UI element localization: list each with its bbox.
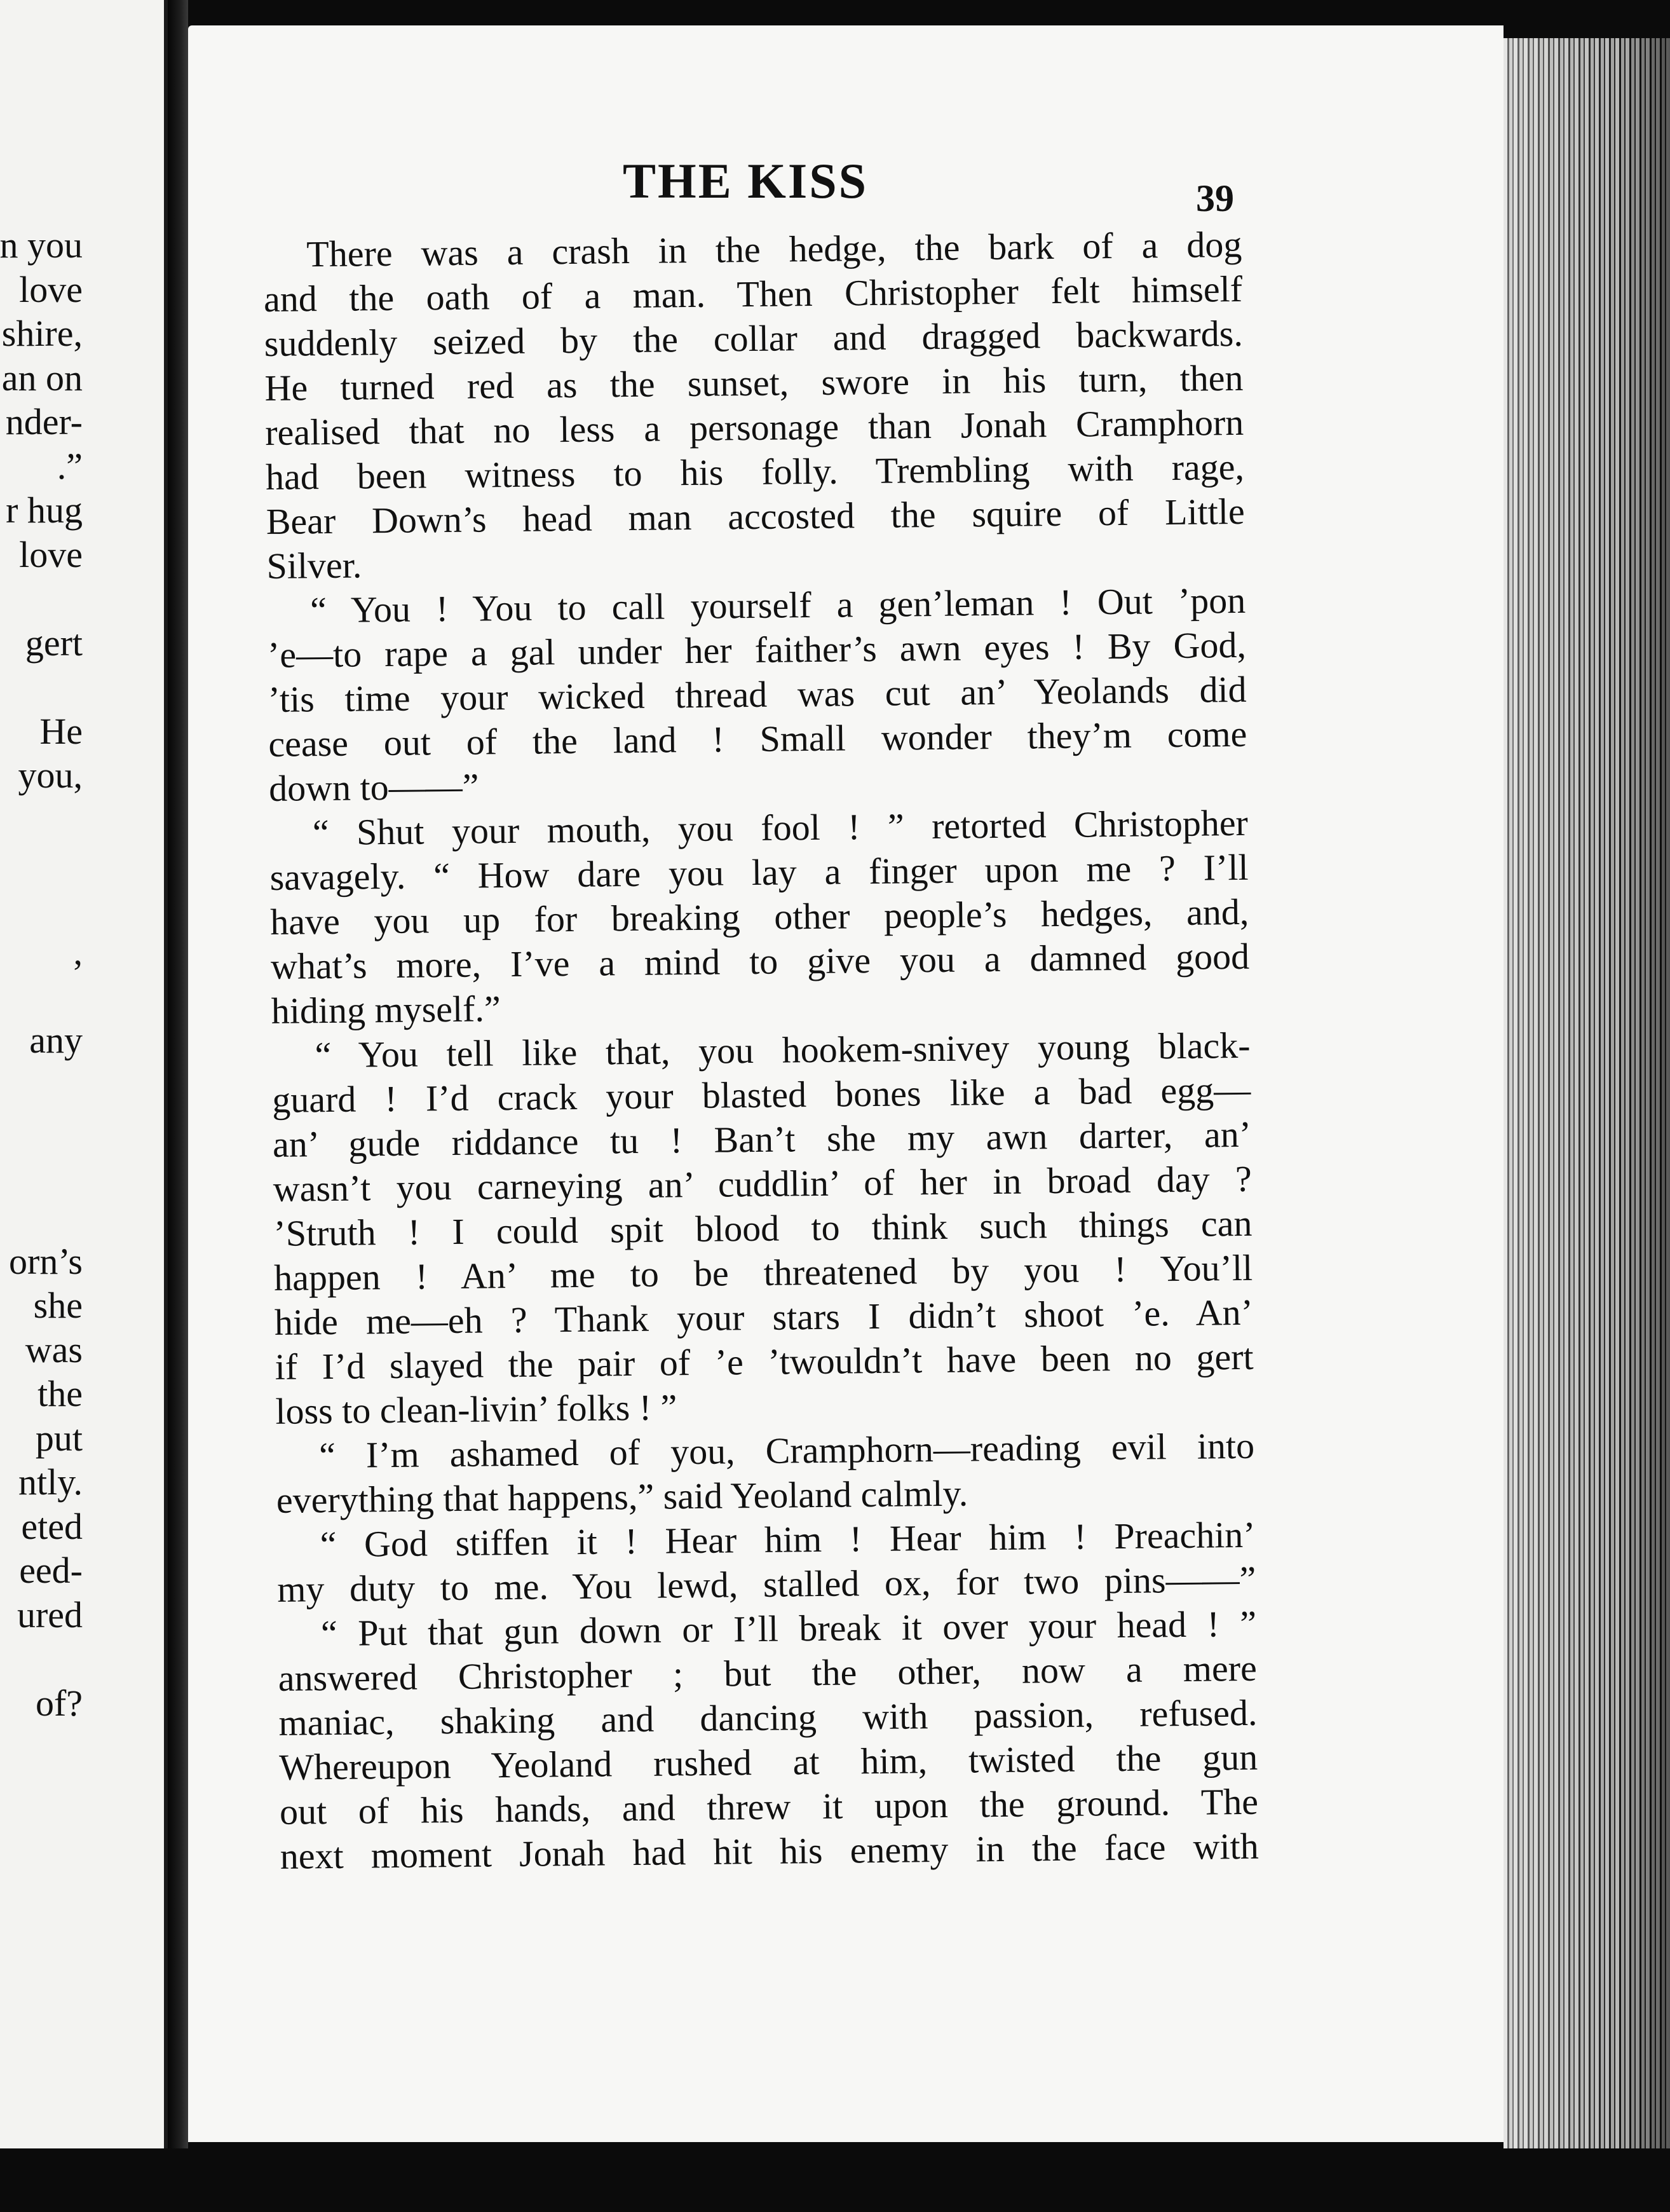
- text-line: “ Put that gun down or I’ll break it over your head ! ”: [320, 1602, 1257, 1655]
- text-line: hide me—eh ? Thank your stars I didn’t shoot ’e. An’: [274, 1291, 1254, 1343]
- previous-page-line: you,: [18, 754, 83, 796]
- text-line: and the oath of a man. Then Christopher felt himself: [263, 268, 1243, 320]
- text-line: Bear Down’s head man accosted the squire of Little: [266, 490, 1246, 542]
- previous-page-line: put: [35, 1417, 83, 1459]
- previous-page-line: was: [25, 1328, 83, 1370]
- text-line: “ You ! You to call yourself a gen’leman ! Out ’pon: [309, 579, 1246, 631]
- text-line: what’s more, I’ve a mind to give you a damned good: [270, 935, 1250, 987]
- text-line: “ I’m ashamed of you, Cramphorn—reading evil into: [318, 1424, 1255, 1477]
- previous-page-line: r hug: [6, 489, 83, 531]
- text-line: suddenly seized by the collar and dragged backwards.: [264, 312, 1244, 364]
- page-edges: [1504, 38, 1670, 2161]
- scan-background: [0, 2148, 1670, 2212]
- book-gutter: [168, 0, 188, 2148]
- text-line: guard ! I’d crack your blasted bones like a bad egg—: [271, 1068, 1251, 1121]
- previous-page-line: of?: [35, 1682, 83, 1724]
- text-line: Silver.: [266, 544, 362, 587]
- previous-page-line: nder-: [5, 401, 83, 442]
- text-line: out of his hands, and threw it upon the ground. The: [279, 1780, 1259, 1833]
- previous-page-line: orn’s: [9, 1240, 83, 1282]
- previous-page-line: shire,: [1, 313, 83, 354]
- text-line: hiding myself.”: [271, 988, 501, 1032]
- previous-page-line: eed-: [19, 1550, 83, 1591]
- text-line: have you up for breaking other people’s hedges, and,: [270, 891, 1249, 943]
- text-line: ’tis time your wicked thread was cut an’ Yeolands did: [268, 668, 1247, 720]
- previous-page-line: eted: [21, 1505, 83, 1547]
- text-line: if I’d slayed the pair of ’e ’twouldn’t have been no gert: [275, 1335, 1254, 1388]
- text-line: answered Christopher ; but the other, now a mere: [278, 1647, 1258, 1699]
- previous-page-line: the: [37, 1373, 83, 1414]
- previous-page-line: ntly.: [18, 1461, 83, 1503]
- previous-page-line: an on: [1, 357, 83, 399]
- text-line: an’ gude riddance tu ! Ban’t she my awn darter, an’: [272, 1113, 1252, 1165]
- previous-page-line: love: [19, 268, 83, 310]
- text-line: happen ! An’ me to be threatened by you ! You’ll: [273, 1246, 1253, 1299]
- text-line: maniac, shaking and dancing with passion, refused.: [278, 1691, 1258, 1744]
- text-line: down to——”: [268, 765, 479, 809]
- page-number: 39: [1196, 177, 1234, 219]
- text-line: ’e—to rape a gal under her faither’s awn eyes ! By God,: [267, 624, 1247, 676]
- previous-page-line: He: [39, 710, 83, 752]
- previous-page-line: .”: [57, 445, 83, 487]
- text-line: my duty to me. You lewd, stalled ox, for two pins——”: [277, 1558, 1256, 1610]
- text-line: “ Shut your mouth, you fool ! ” retorted Christopher: [312, 802, 1249, 854]
- text-line: realised that no less a personage than Jonah Cramphorn: [264, 401, 1244, 453]
- text-line: “ God stiffen it ! Hear him ! Hear him ! Preachin’: [320, 1513, 1256, 1566]
- previous-page-line: ured: [17, 1594, 83, 1635]
- running-title: THE KISS: [623, 153, 869, 208]
- text-line: “ You tell like that, you hookem-snivey young black-: [315, 1024, 1251, 1076]
- text-line: ’Struth ! I could spit blood to think such things can: [273, 1202, 1252, 1254]
- previous-page-line: ,: [73, 931, 83, 973]
- previous-page-line: gert: [25, 622, 83, 664]
- text-line: savagely. “ How dare you lay a finger upon me ? I’ll: [269, 846, 1249, 898]
- previous-page-line: n you: [0, 224, 83, 266]
- text-line: Whereupon Yeoland rushed at him, twisted the gun: [278, 1736, 1258, 1788]
- text-line: wasn’t you carneying an’ cuddlin’ of her in broad day ?: [273, 1157, 1252, 1210]
- previous-page-line: she: [33, 1285, 83, 1326]
- previous-page-line: love: [19, 533, 83, 575]
- text-line: There was a crash in the hedge, the bark of a dog: [306, 223, 1242, 275]
- text-line: He turned red as the sunset, swore in his turn, then: [264, 357, 1244, 409]
- text-line: everything that happens,” said Yeoland calmly.: [276, 1472, 968, 1521]
- text-line: cease out of the land ! Small wonder they’m come: [268, 713, 1247, 765]
- previous-page-line: any: [29, 1020, 83, 1061]
- previous-page: [0, 0, 168, 2148]
- text-line: loss to clean-livin’ folks ! ”: [275, 1386, 677, 1432]
- text-line: next moment Jonah had hit his enemy in the face with: [280, 1825, 1259, 1877]
- text-line: had been witness to his folly. Trembling with rage,: [265, 446, 1245, 498]
